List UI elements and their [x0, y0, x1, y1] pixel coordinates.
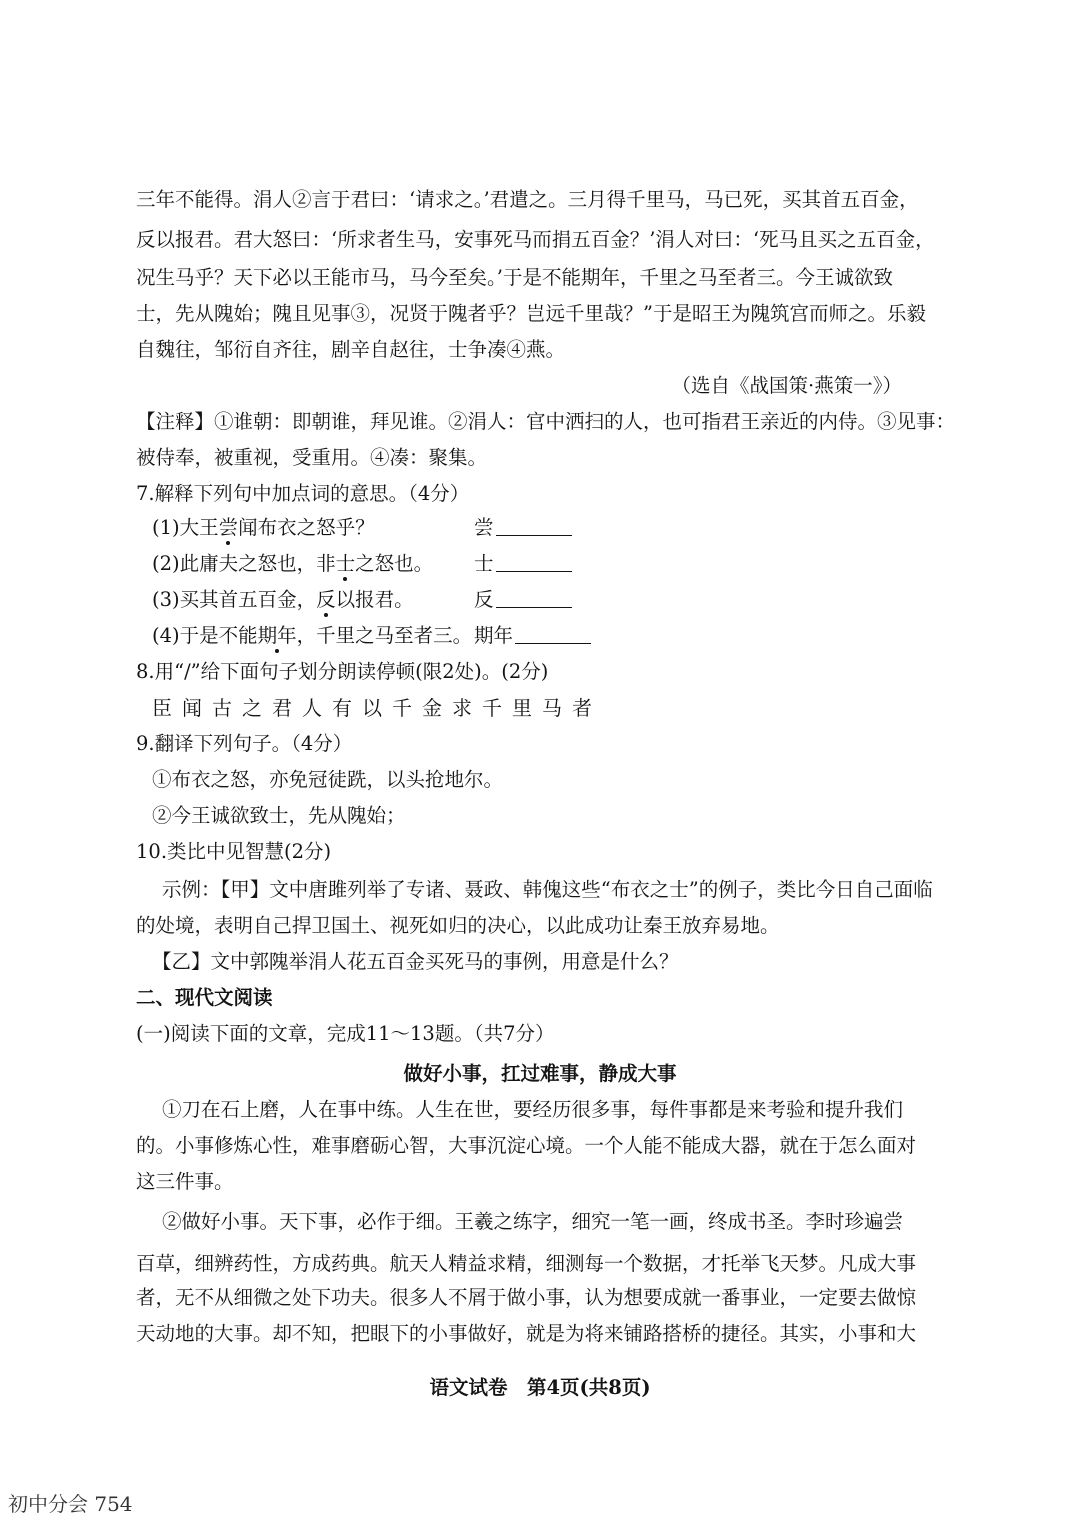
section2-sub: (一)阅读下面的文章，完成11～13题。（共7分）	[136, 1022, 555, 1045]
q9-title: 9.翻译下列句子。（4分）	[136, 732, 353, 755]
q7-item-2-answer-label: 士	[474, 552, 494, 575]
q7-item-1-post: 闻布衣之怒乎？	[238, 516, 375, 539]
q7-item-4-pre: (4)于是不能	[152, 624, 258, 647]
q7-item-2	[152, 550, 612, 578]
q10-line-2: 的处境，表明自己捍卫国土、视死如归的决心，以此成功让秦王放弃易地。	[136, 914, 780, 937]
q7-item-4-post: ，千里之马至者三。	[296, 624, 473, 647]
q7-item-3-pre: (3)买其首五百金，	[152, 588, 317, 611]
q7-item-4-blank[interactable]	[515, 625, 591, 644]
passage-source: （选自《战国策·燕策一》）	[671, 374, 902, 397]
passage-line-2: 反以报君。君大怒曰：‘所求者生马，安事死马而捐五百金？’涓人对曰：‘死马且买之五百金，	[136, 228, 935, 251]
q7-item-4-dotted-word: 期年	[257, 624, 297, 647]
q7-item-2-dotted-word: 士	[335, 552, 356, 575]
q7-item-3-blank[interactable]	[496, 589, 572, 608]
q7-item-1	[152, 514, 612, 542]
passage-line-3: 况生马乎？天下必以王能市马，马今至矣。’于是不能期年，千里之马至者三。今王诚欲致	[136, 266, 893, 289]
q7-item-4-answer-label: 期年	[474, 624, 514, 647]
q10-line-3: 【乙】文中郭隗举涓人花五百金买死马的事例，用意是什么？	[152, 950, 679, 973]
q7-item-2-blank[interactable]	[496, 553, 572, 572]
q7-item-1-blank[interactable]	[496, 517, 572, 536]
q7-item-4	[152, 622, 612, 650]
article-line-3: 这三件事。	[136, 1170, 234, 1193]
article-line-1: ①刀在石上磨，人在事中练。人生在世，要经历很多事，每件事都是来考验和提升我们	[162, 1098, 904, 1121]
notes-line-1: 【注释】①谁朝：即朝谁，拜见谁。②涓人：官中洒扫的人，也可指君王亲近的内侍。③见事：	[136, 410, 956, 433]
article-line-6: 者，无不从细微之处下功夫。很多人不屑于做小事，认为想要成就一番事业，一定要去做惊	[136, 1286, 917, 1309]
q7-item-3-post: 以报君。	[335, 588, 414, 611]
q7-item-1-answer-label: 尝	[474, 516, 494, 539]
q7-item-1-dotted-word: 尝	[218, 516, 239, 539]
q8-title: 8.用“/”给下面句子划分朗读停顿(限2处)。(2分)	[136, 660, 549, 683]
passage-line-1: 三年不能得。涓人②言于君曰：‘请求之。’君遣之。三月得千里马，马已死，买其首五百金，	[136, 188, 919, 211]
passage-line-4: 士，先从隗始；隗且见事③，况贤于隗者乎？岂远千里哉？”于是昭王为隗筑宫而师之。乐毅	[136, 302, 926, 325]
q7-item-3	[152, 586, 612, 614]
q9-item-2: ②今王诚欲致士，先从隗始；	[152, 804, 406, 827]
article-line-4: ②做好小事。天下事，必作于细。王羲之练字，细究一笔一画，终成书圣。李时珍遍尝	[162, 1210, 904, 1233]
q8-sentence: 臣闻古之君人有以千金求千里马者	[152, 696, 602, 720]
notes-line-2: 被侍奉，被重视，受重用。④凑：聚集。	[136, 446, 488, 469]
passage-line-5: 自魏往，邹衍自齐往，剧辛自赵往，士争凑④燕。	[136, 338, 566, 361]
watermark-text: 初中分会 754	[8, 1492, 133, 1516]
q7-item-2-pre: (2)此庸夫之怒也，非	[152, 552, 336, 575]
q10-title: 10.类比中见智慧(2分)	[136, 840, 332, 863]
page-footer: 语文试卷 第4页(共8页)	[429, 1376, 651, 1399]
q7-title: 7.解释下列句中加点词的意思。（4分）	[136, 482, 470, 505]
article-title: 做好小事，扛过难事，静成大事	[403, 1062, 677, 1085]
q7-item-3-answer-label: 反	[474, 588, 494, 611]
q9-item-1: ①布衣之怒，亦免冠徒跣，以头抢地尔。	[152, 768, 504, 791]
section2-heading: 二、现代文阅读	[136, 986, 273, 1009]
article-line-7: 天动地的大事。却不知，把眼下的小事做好，就是为将来铺路搭桥的捷径。其实，小事和大	[136, 1322, 917, 1345]
q7-item-1-pre: (1)大王	[152, 516, 219, 539]
article-line-2: 的。小事修炼心性，难事磨砺心智，大事沉淀心境。一个人能不能成大器，就在于怎么面对	[136, 1134, 917, 1157]
q10-line-1: 示例：【甲】文中唐雎列举了专诸、聂政、韩傀这些“布衣之士”的例子，类比今日自己面临	[162, 878, 933, 901]
q7-item-2-post: 之怒也。	[355, 552, 434, 575]
article-line-5: 百草，细辨药性，方成药典。航天人精益求精，细测每一个数据，才托举飞天梦。凡成大事	[136, 1252, 917, 1275]
q7-item-3-dotted-word: 反	[316, 588, 336, 611]
